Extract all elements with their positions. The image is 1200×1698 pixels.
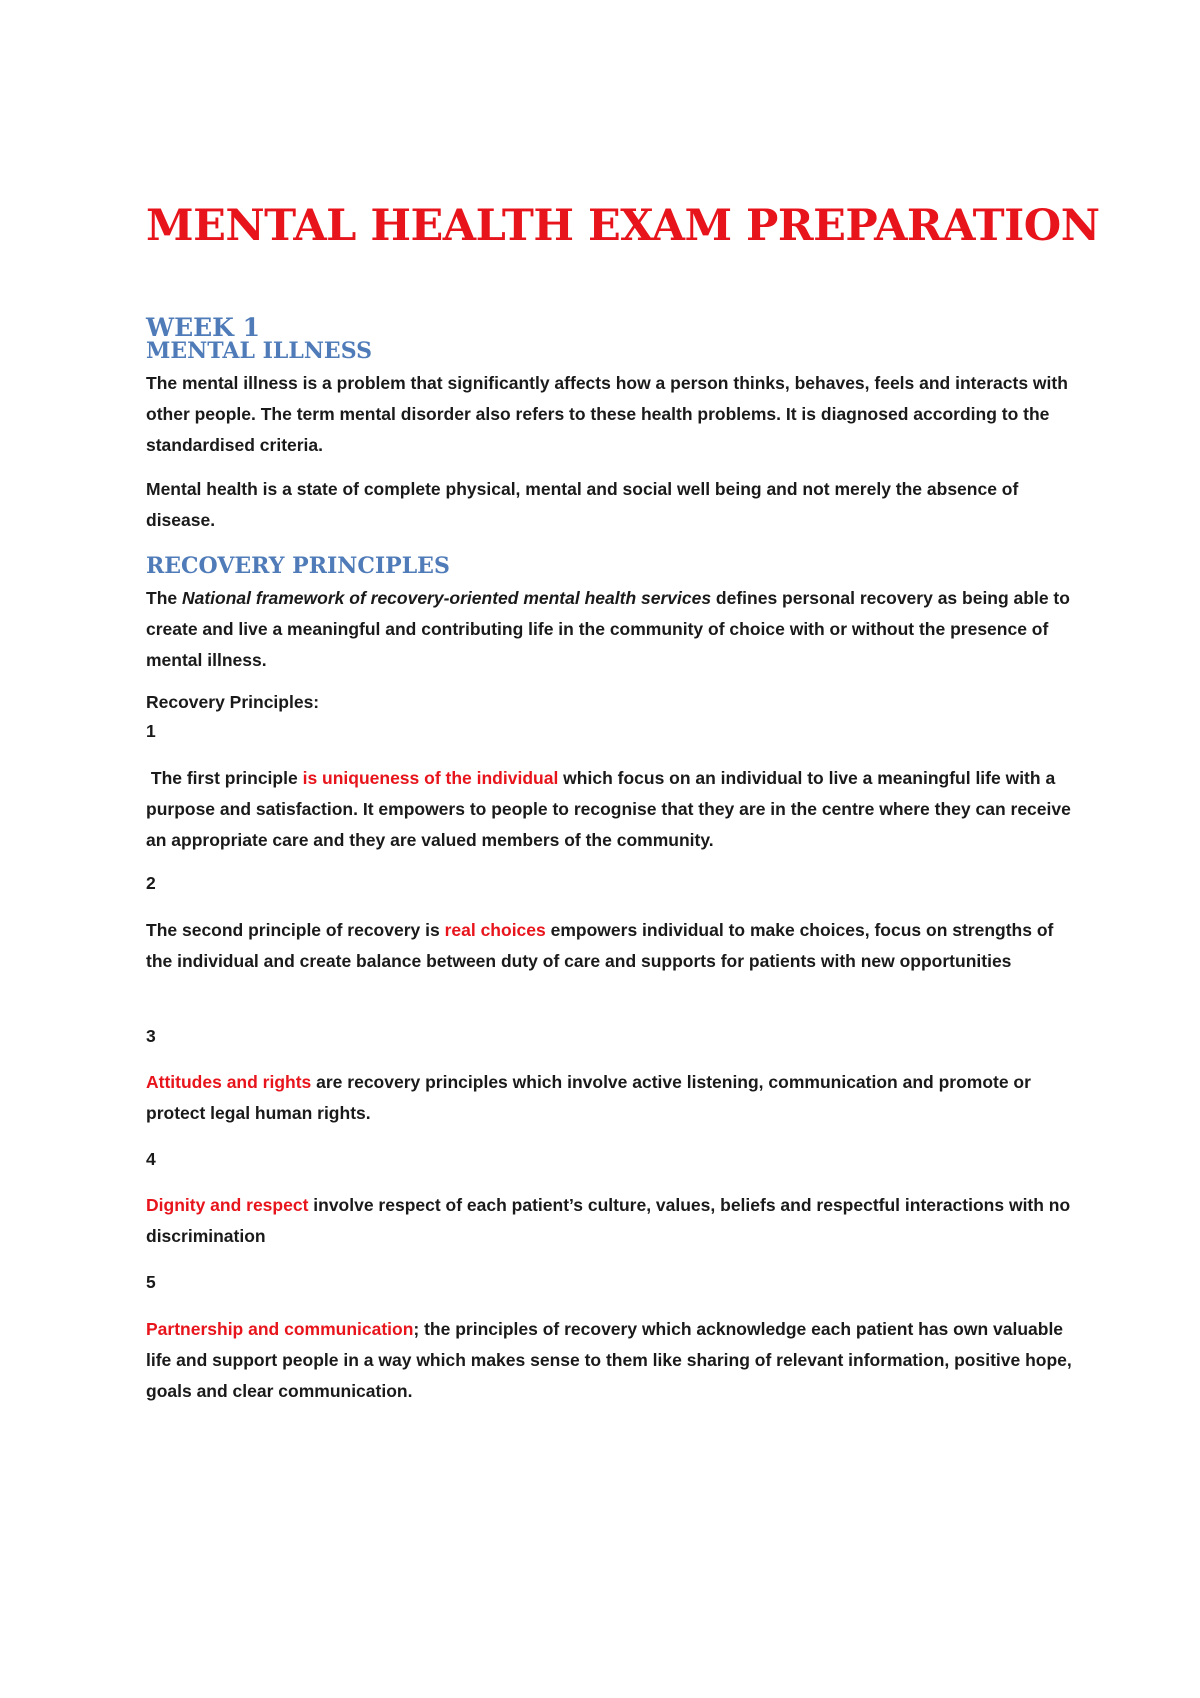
principle-text-3 xyxy=(146,1067,1076,1129)
framework-name: National framework of recovery-oriented mental health services xyxy=(181,588,712,608)
recovery-intro-before: The xyxy=(146,588,182,608)
week-heading: WEEK 1 xyxy=(146,313,261,342)
mental-health-definition: Mental health is a state of complete physical, mental and social well being and not merely the absence of disease. xyxy=(146,479,1019,530)
principle-text-5 xyxy=(146,1314,1076,1407)
principle-number-4: 4 xyxy=(146,1149,156,1169)
recovery-intro-after: defines personal recovery as being able to create and live a meaningful and contributing life in the community of choice with or without the presence of mental illness. xyxy=(146,588,1070,670)
principle-number-1: 1 xyxy=(146,721,156,741)
principle-number-2: 2 xyxy=(146,873,156,893)
principle-4-highlight: Dignity and respect xyxy=(146,1195,309,1215)
principle-5-highlight: Partnership and communication xyxy=(146,1319,414,1339)
principle-2-after: empowers individual to make choices, focus on strengths of the individual and create balance between duty of care and supports for patients with new opportunities xyxy=(146,920,1054,971)
recovery-intro-paragraph xyxy=(146,583,1076,676)
principle-1-after: which focus on an individual to live a meaningful life with a purpose and satisfaction. It empowers to people to recognise that they are in the centre where they can receive an appropriate care and they are valued members of the community. xyxy=(146,768,1076,850)
principle-5-after: ; the principles of recovery which acknowledge each patient has own valuable life and support people in a way which makes sense to them like sharing of relevant information, positive hope, goals and clear communication. xyxy=(146,1319,1072,1401)
principle-number-5: 5 xyxy=(146,1272,156,1292)
principle-1-before: The first principle xyxy=(146,768,303,788)
principle-4-after: involve respect of each patient’s culture, values, beliefs and respectful interactions with no discrimination xyxy=(146,1195,1071,1246)
recovery-principles-heading: RECOVERY PRINCIPLES xyxy=(146,553,450,579)
recovery-list-label: Recovery Principles: xyxy=(146,692,320,712)
principle-3-after: are recovery principles which involve active listening, communication and promote or protect legal human rights. xyxy=(146,1072,1031,1123)
principle-3-highlight: Attitudes and rights xyxy=(146,1072,312,1092)
mental-illness-heading: MENTAL ILLNESS xyxy=(146,338,372,364)
document-title: MENTAL HEALTH EXAM PREPARATION xyxy=(146,201,1100,251)
principle-text-4 xyxy=(146,1190,1076,1252)
principle-number-3: 3 xyxy=(146,1026,156,1046)
principle-1-highlight: is uniqueness of the individual xyxy=(302,768,559,788)
principle-2-highlight: real choices xyxy=(444,920,546,940)
principle-2-before: The second principle of recovery is xyxy=(146,920,445,940)
principle-text-2 xyxy=(146,915,1076,977)
mental-illness-paragraph: The mental illness is a problem that significantly affects how a person thinks, behaves, feels and interacts with other people. The term mental disorder also refers to these health problems. It is diagnosed according to the standardised criteria. xyxy=(146,373,1068,455)
principle-text-1 xyxy=(146,763,1076,856)
